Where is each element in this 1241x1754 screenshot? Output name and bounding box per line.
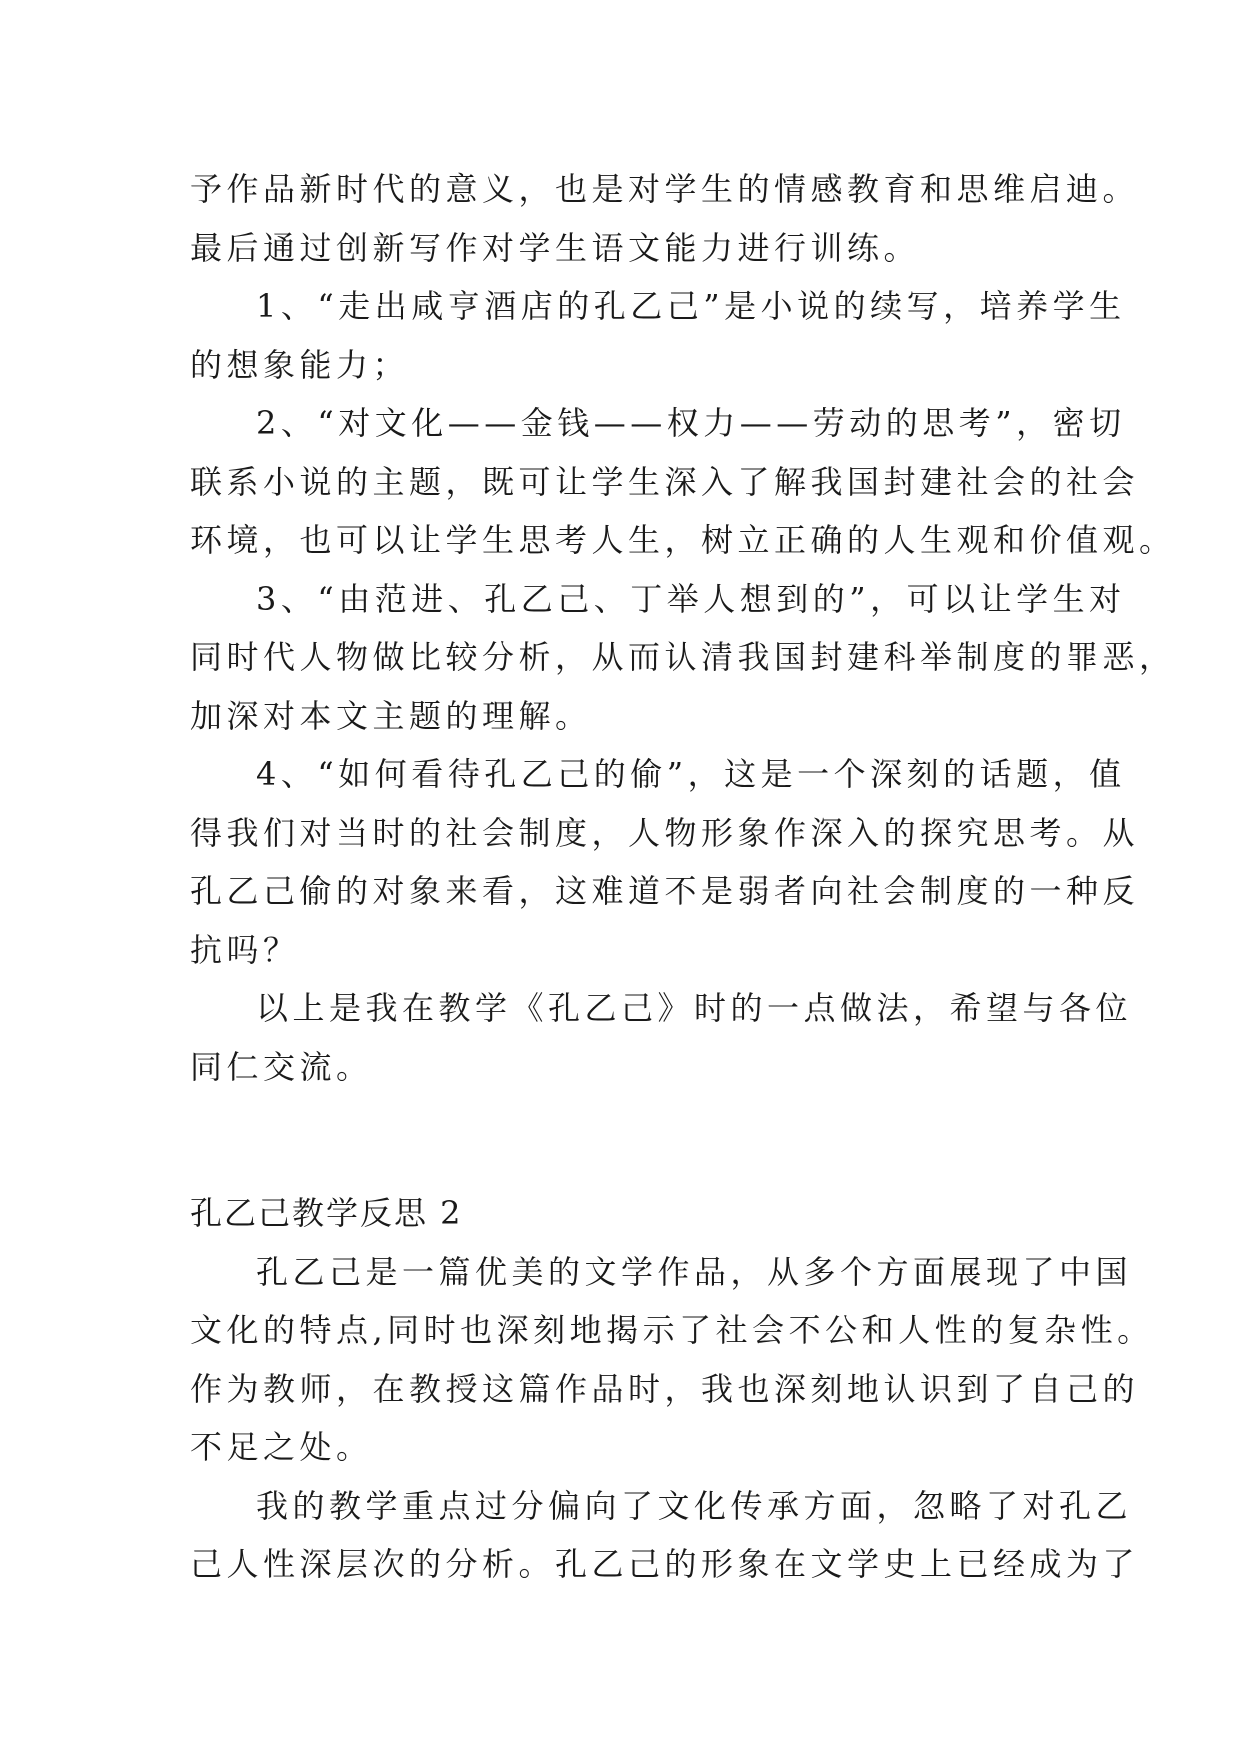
list-item-line: 联系小说的主题，既可让学生深入了解我国封建社会的社会 [190, 462, 1140, 501]
paragraph-line: 己人性深层次的分析。孔乙己的形象在文学史上已经成为了 [190, 1545, 1140, 1583]
paragraph-line: 孔乙己是一篇优美的文学作品，从多个方面展现了中国 [256, 1252, 1133, 1291]
list-item-line: 2、“对文化——金钱——权力——劳动的思考”，密切 [256, 404, 1126, 442]
list-item-line: 加深对本文主题的理解。 [190, 696, 592, 735]
paragraph-line: 我的教学重点过分偏向了文化传承方面，忽略了对孔乙 [256, 1486, 1133, 1525]
section-gap [190, 1096, 1060, 1184]
paragraph-line: 作为教师，在教授这篇作品时，我也深刻地认识到了自己的 [190, 1369, 1140, 1408]
list-item-line: 的想象能力； [190, 345, 410, 384]
list-item-line: 3、“由范进、孔乙己、丁举人想到的”，可以让学生对 [256, 579, 1126, 618]
list-item-line: 同时代人物做比较分析，从而认清我国封建科举制度的罪恶， [190, 638, 1176, 676]
paragraph-line: 同仁交流。 [190, 1047, 373, 1086]
paragraph-line: 最后通过创新写作对学生语文能力进行训练。 [190, 228, 921, 267]
paragraph-line: 予作品新时代的意义，也是对学生的情感教育和思维启迪。 [190, 170, 1140, 208]
paragraph-line: 文化的特点,同时也深刻地揭示了社会不公和人性的复杂性。 [190, 1311, 1154, 1349]
list-item-line: 孔乙己偷的对象来看，这难道不是弱者向社会制度的一种反 [190, 872, 1140, 910]
section-title: 孔乙己教学反思 2 [190, 1194, 463, 1232]
paragraph-line: 不足之处。 [190, 1428, 373, 1466]
list-item-line: 得我们对当时的社会制度，人物形象作深入的探究思考。从 [190, 813, 1140, 852]
paragraph-line: 以上是我在教学《孔乙己》时的一点做法，希望与各位 [256, 989, 1133, 1027]
list-item-line: 4、“如何看待孔乙己的偷”，这是一个深刻的话题，值 [256, 755, 1126, 793]
list-item-line: 环境，也可以让学生思考人生，树立正确的人生观和价值观。 [190, 521, 1176, 559]
document-page [190, 160, 1176, 1594]
list-item-line: 1、“走出咸亨酒店的孔乙己”是小说的续写，培养学生 [256, 287, 1126, 325]
list-item-line: 抗吗？ [190, 930, 300, 969]
